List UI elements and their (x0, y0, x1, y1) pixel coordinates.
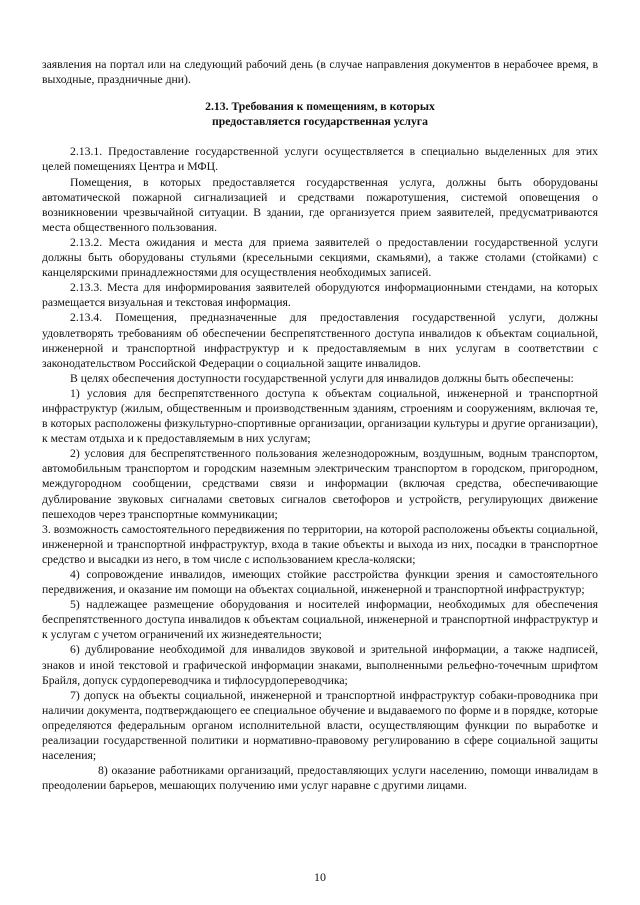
paragraph-accessibility-intro: В целях обеспечения доступности государственной услуги для инвалидов должны быть обеспечены: (70, 371, 574, 385)
list-item-5: 5) надлежащее размещение оборудования и носителей информации, необходимых для обеспечения беспрепятственного доступа инвалидов к объектам социальной, инженерной и транспортной инфраструктур и к услугам с учетом ограничений их жизнедеятельности; (42, 598, 598, 642)
list-item-6: 6) дублирование необходимой для инвалидов звуковой и зрительной информации, а также надписей, знаков и иной текстовой и графической информации знаками, выполненными рельефно-точечным шрифтом Брайля, допуск сурдопереводчика и тифлосурдопереводчика; (42, 643, 598, 687)
list-item-3: 3. возможность самостоятельного передвижения по территории, на которой расположены объекты социальной, инженерной и транспортной инфраструктур, входа в такие объекты и выхода из них, посадки в транспортное средство и высадки из него, в том числе с использованием кресла-коляски; (42, 522, 598, 566)
section-heading-line2: предоставляется государственная услуга (212, 115, 428, 129)
paragraph-2-13-1: 2.13.1. Предоставление государственной услуги осуществляется в специально выделенных для этих целей помещениях Центра и МФЦ. (42, 145, 598, 174)
paragraph-2-13-3: 2.13.3. Места для информирования заявителей оборудуются информационными стендами, на которых размещается визуальная и текстовая информация. (42, 281, 598, 310)
section-heading (42, 99, 598, 129)
paragraph-2-13-4: 2.13.4. Помещения, предназначенные для предоставления государственной услуги, должны удовлетворять требованиям об обеспечении беспрепятственного доступа инвалидов к объектам социальной, инженерной и транспортной инфраструктур и к предоставляемым в них услугам в соответствии с законодательством Российской Федерации о социальной защите инвалидов. (42, 311, 598, 370)
intro-paragraph: заявления на портал или на следующий рабочий день (в случае направления документов в нерабочее время, в выходные, праздничные дни). (42, 58, 598, 87)
list-item-1: 1) условия для беспрепятственного доступа к объектам социальной, инженерной и транспортной инфраструктур (жилым, общественным и производственным зданиям, строениям и сооружениям, включая те, в которых расположены физкультурно-спортивные организации, организации культуры и другие организации), к местам отдыха и к предоставляемым в них услугам; (42, 386, 598, 446)
list-item-8: 8) оказание работниками организаций, предоставляющих услуги населению, помощи инвалидам в преодолении барьеров, мешающих получению ими услуг наравне с другими лицами. (42, 764, 598, 793)
list-item-2: 2) условия для беспрепятственного пользования железнодорожным, воздушным, водным транспортом, автомобильным транспортом и городским наземным электрическим транспортом в городском, пригородном, междугородном сообщении, средствами связи и информации (включая средства, обеспечивающие дублирование звуковых сигналами световых сигналов светофоров и устройств, регулирующих движение пешеходов через транспортные коммуникации; (42, 447, 598, 521)
section-heading-line1: 2.13. Требования к помещениям, в которых (205, 100, 435, 114)
page-number: 10 (314, 870, 326, 884)
list-item-4: 4) сопровождение инвалидов, имеющих стойкие расстройства функции зрения и самостоятельного передвижения, и оказание им помощи на объектах социальной, инженерной и транспортной инфраструктур; (42, 568, 598, 597)
paragraph-premises: Помещения, в которых предоставляется государственная услуга, должны быть оборудованы автоматической пожарной сигнализацией и средствами пожаротушения, системой оповещения о возникновении чрезвычайной ситуации. В здании, где организуется прием заявителей, предусматриваются места общественного пользования. (42, 175, 598, 234)
paragraph-2-13-2: 2.13.2. Места ожидания и места для приема заявителей о предоставлении государственной услуги должны быть оборудованы стульями (кресельными секциями, скамьями), а также столами (стойками) с канцелярскими принадлежностями для осуществления необходимых записей. (42, 235, 598, 280)
list-item-7: 7) допуск на объекты социальной, инженерной и транспортной инфраструктур собаки-проводника при наличии документа, подтверждающего ее специальное обучение и выдаваемого по форме и в порядке, которые определяются федеральным органом исполнительной власти, осуществляющим функции по выработке и реализации государственной политики и нормативно-правовому регулированию в сфере социальной защиты населения; (42, 688, 598, 763)
